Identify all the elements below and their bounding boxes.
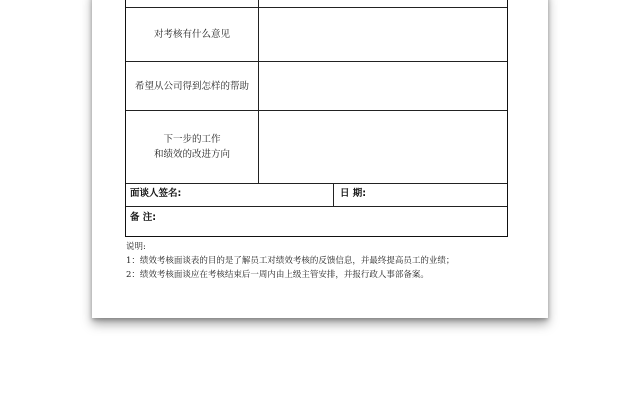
instruction-item-2: 2：绩效考核面谈应在考核结束后一周内由上级主管安排，并报行政人事部备案。 <box>126 270 429 280</box>
table-row-improvement <box>126 111 507 184</box>
remark-label: 备 注: <box>130 212 157 223</box>
row-label-improvement <box>126 111 259 183</box>
date-label: 日 期: <box>340 188 367 199</box>
instructions-block <box>126 240 526 282</box>
table-row-opinion <box>126 8 507 62</box>
table-row-remark <box>126 207 507 237</box>
instruction-item-1: 1：绩效考核面谈表的目的是了解员工对绩效考核的反馈信息，并最终提高员工的业绩； <box>126 256 455 266</box>
table-row-signature <box>126 184 507 207</box>
instructions-title: 说明: <box>126 242 146 252</box>
row-label-cell <box>126 0 259 7</box>
interview-form-table <box>125 0 508 237</box>
row-label-help: 希望从公司得到怎样的帮助 <box>126 62 259 110</box>
table-row-help <box>126 62 507 111</box>
row-label-improvement-line1: 下一步的工作 <box>163 134 221 145</box>
table-row-top-partial <box>126 0 507 8</box>
interviewer-signature-label: 面谈人签名: <box>126 184 334 206</box>
row-label-opinion: 对考核有什么意见 <box>126 8 259 61</box>
row-label-improvement-line2: 和绩效的改进方向 <box>153 149 230 160</box>
